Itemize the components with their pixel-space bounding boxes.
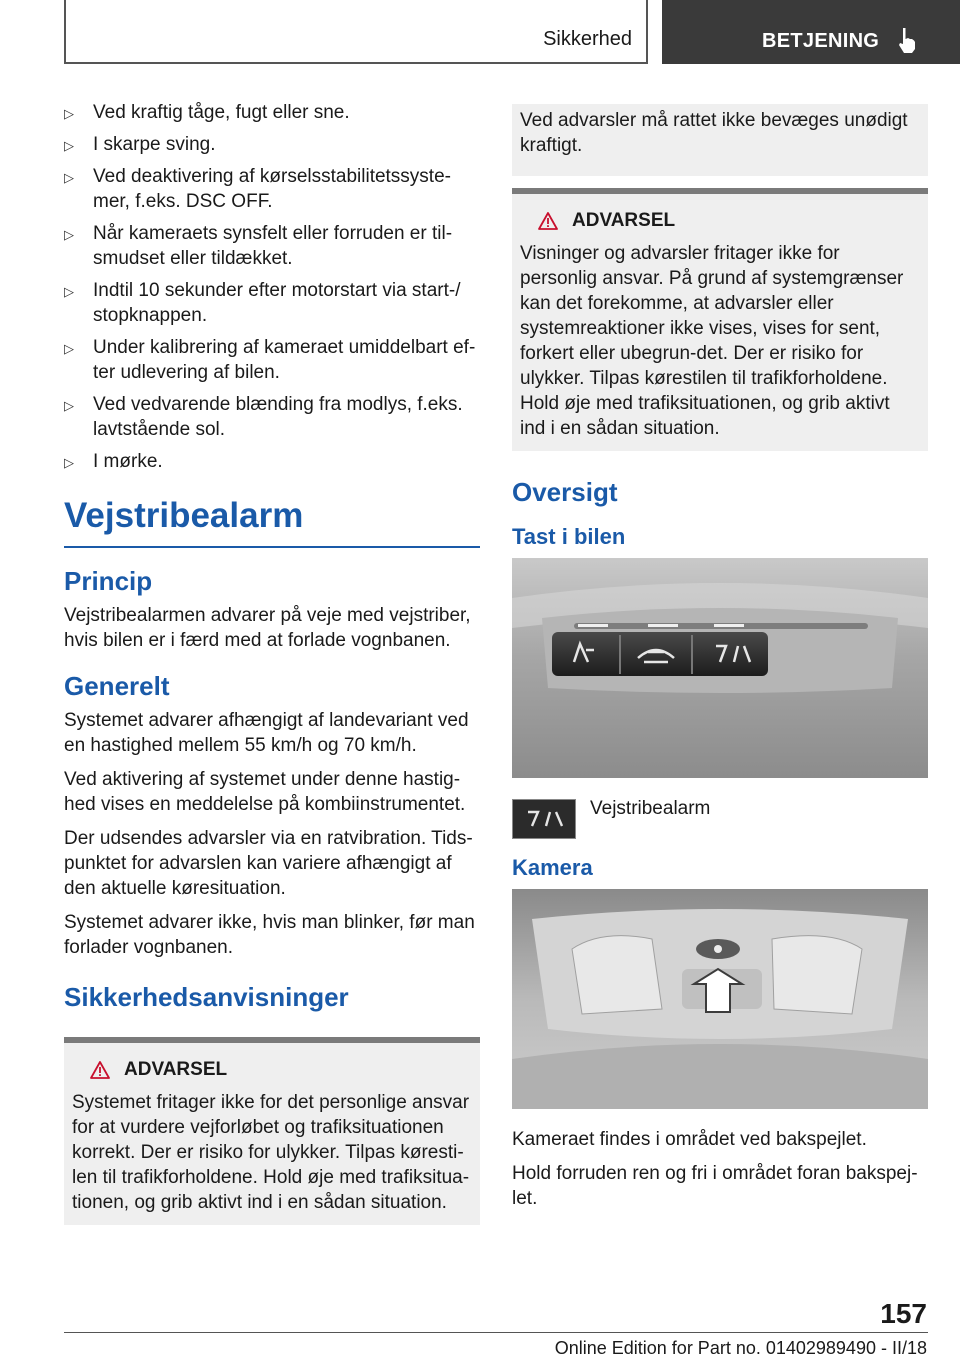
hand-pointer-icon [896,26,918,54]
header-chapter-label: BETJENING [762,30,880,52]
generelt-paragraph: Ved aktivering af systemet under denne hastig-hed vises en meddelelse på kombiinstrumentet. [64,769,466,815]
warning-box [512,188,928,451]
list-item: ▷ I skarpe sving. [64,132,480,157]
section-title: Vejstribealarm [64,496,480,548]
warning-text: Systemet fritager ikke for det personlige ansvar for at vurdere vejforløbet og trafiksituationen korrekt. Der er risiko for ulykker. Tilpas køresti-len til trafikforholdene. Hold øje med trafiksitua-tionen, og grib aktivt ind i en sådan situation. [72,1092,470,1213]
list-item: ▷ Indtil 10 sekunder efter motorstart via start-/ stopknappen. [64,280,461,326]
page-number: 157 [880,1298,927,1329]
list-item: ▷ I mørke. [64,449,480,474]
header-section-label: Sikkerhed [543,28,632,50]
footer-edition: Online Edition for Part no. 01402989490 - II/18 [554,1338,927,1358]
button-legend [512,796,928,839]
princip-heading: Princip [64,566,153,596]
tast-heading: Tast i bilen [512,524,626,549]
list-item: ▷ Ved deaktivering af kørselsstabilitetssyste-mer, f.eks. DSC OFF. [64,166,451,212]
warning-text: Visninger og advarsler fritager ikke for personlig ansvar. På grund af systemgrænser kan det forekomme, at advarsler eller systemreaktioner ikke vises, vises for sent, forkert eller ubegrun-det. Der er risiko for ulykker. Tilpas kørestilen til trafikforholdene. Hold øje med trafiksituationen, og grib aktivt ind i en sådan situation. [520,243,904,439]
safety-heading: Sikkerhedsanvisninger [64,982,349,1012]
list-item: ▷ Ved vedvarende blænding fra modlys, f.eks. lavtstående sol. [64,394,463,440]
note-text: Ved advarsler må rattet ikke bevæges unødigt kraftigt. [520,110,908,156]
lane-departure-button-icon [512,799,576,839]
list-item: ▷ Under kalibrering af kameraet umiddelbart ef-ter udlevering af bilen. [64,337,476,383]
warning-box [64,1037,480,1225]
triangle-bullet-icon: ▷ [64,455,74,470]
header-chapter-tab [662,0,960,64]
note-box [512,104,928,176]
triangle-bullet-icon: ▷ [64,398,74,413]
button-legend-label: Vejstribealarm [590,798,711,819]
left-column [64,100,480,1225]
list-item: ▷ Ved kraftig tåge, fugt eller sne. [64,100,480,125]
warning-title [72,1057,472,1082]
camera-location-photo [512,889,928,1109]
list-item: ▷ Når kameraets synsfelt eller forruden er til-smudset eller tildækket. [64,223,453,269]
triangle-bullet-icon: ▷ [64,284,74,299]
warning-label: ADVARSEL [124,1059,228,1080]
warning-label: ADVARSEL [572,210,676,231]
generelt-paragraph: Systemet advarer afhængigt af landevariant ved en hastighed mellem 55 km/h og 70 km/h. [64,710,469,756]
princip-text: Vejstribealarmen advarer på veje med vejstriber, hvis bilen er i færd med at forlade vognbanen. [64,605,471,651]
warning-title [520,208,920,233]
footer-divider [64,1332,928,1333]
kamera-paragraph: Kameraet findes i området ved bakspejlet. [512,1129,867,1150]
oversigt-heading: Oversigt [512,477,618,507]
generelt-paragraph: Systemet advarer ikke, hvis man blinker, før man forlader vognbanen. [64,912,475,958]
triangle-bullet-icon: ▷ [64,106,74,121]
kamera-paragraph: Hold forruden ren og fri i området foran bakspej-let. [512,1163,918,1209]
generelt-heading: Generelt [64,671,170,701]
triangle-bullet-icon: ▷ [64,138,74,153]
warning-triangle-icon [90,1061,110,1079]
triangle-bullet-icon: ▷ [64,227,74,242]
limitations-list [64,100,480,474]
warning-triangle-icon [538,212,558,230]
kamera-heading: Kamera [512,855,593,880]
right-column [512,104,928,1220]
triangle-bullet-icon: ▷ [64,341,74,356]
header-section-tab [64,0,648,64]
triangle-bullet-icon: ▷ [64,170,74,185]
generelt-paragraph: Der udsendes advarsler via en ratvibration. Tids-punktet for advarslen kan variere afhængigt af den aktuelle køresituation. [64,828,473,899]
button-panel-photo [512,558,928,778]
